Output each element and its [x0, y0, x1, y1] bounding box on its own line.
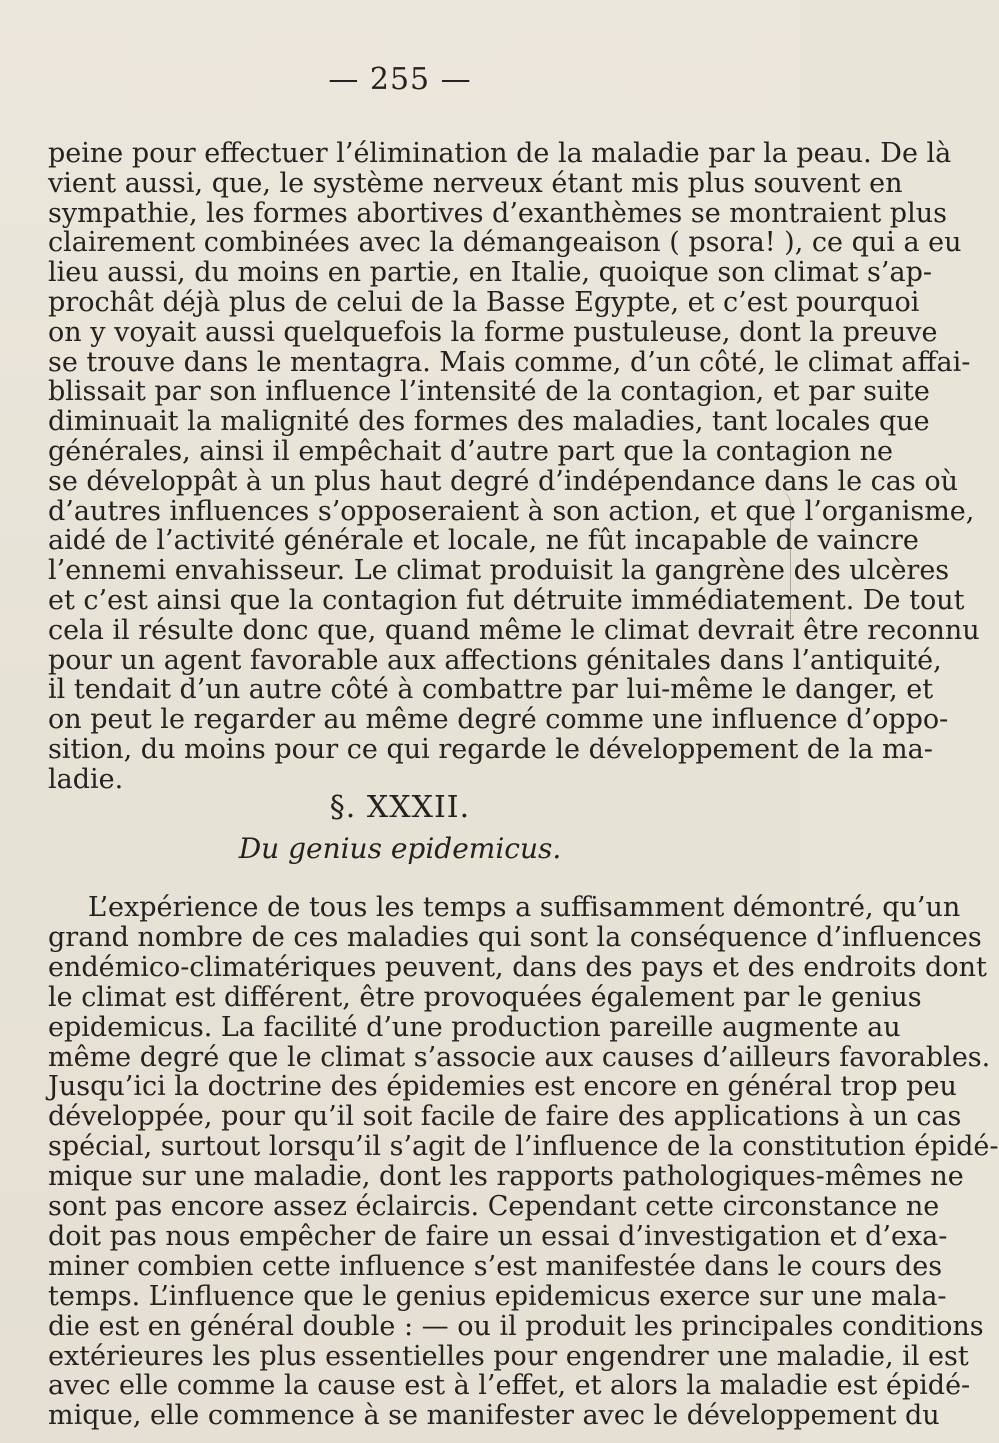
text-line: temps. L’influence que le genius epidemicus exerce sur une mala- [48, 1281, 947, 1312]
text-line: générales, ainsi il empêchait d’autre part que la contagion ne [48, 436, 894, 467]
text-line: peine pour effectuer l’élimination de la maladie par la peau. De là [48, 138, 952, 169]
text-line: blissait par son influence l’intensité de la contagion, et par suite [48, 376, 930, 407]
text-line: on y voyait aussi quelquefois la forme pustuleuse, dont la preuve [48, 317, 938, 348]
text-line: spécial, surtout lorsqu’il s’agit de l’influence de la constitution épidé- [48, 1131, 999, 1162]
text-line: d’autres influences s’opposeraient à son action, et que l’organisme, [48, 496, 975, 527]
text-line: et c’est ainsi que la contagion fut détruite immédiatement. De tout [48, 585, 965, 616]
text-line: endémico-climatériques peuvent, dans des pays et des endroits dont [48, 952, 987, 983]
text-line: le climat est différent, être provoquées également par le genius [48, 982, 922, 1013]
text-line: ladie. [48, 764, 124, 795]
text-line: mique, elle commence à se manifester avec le développement du [48, 1400, 940, 1431]
text-line: on peut le regarder au même degré comme une influence d’oppo- [48, 704, 949, 735]
text-line: clairement combinées avec la démangeaison ( psora! ), ce qui a eu [48, 227, 962, 258]
margin-bracket [770, 490, 791, 640]
text-line: L’expérience de tous les temps a suffisamment démontré, qu’un [88, 892, 961, 923]
text-line: Jusqu’ici la doctrine des épidemies est encore en général trop peu [48, 1071, 957, 1102]
text-line: sont pas encore assez éclaircis. Cependant cette circonstance ne [48, 1191, 940, 1222]
text-line: mique sur une maladie, dont les rapports pathologiques-mêmes ne [48, 1161, 964, 1192]
text-line: miner combien cette influence s’est manifestée dans le cours des [48, 1251, 943, 1282]
text-line: aidé de l’activité générale et locale, ne fût incapable de vaincre [48, 525, 919, 556]
text-line: cela il résulte donc que, quand même le climat devrait être reconnu [48, 615, 980, 646]
text-line: diminuait la malignité des formes des maladies, tant locales que [48, 406, 930, 437]
text-line: doit pas nous empêcher de faire un essai d’investigation et d’exa- [48, 1221, 948, 1252]
text-line: développée, pour qu’il soit facile de faire des applications à un cas [48, 1101, 962, 1132]
text-line: epidemicus. La facilité d’une production pareille augmente au [48, 1012, 901, 1043]
text-line: sympathie, les formes abortives d’exanthèmes se montraient plus [48, 198, 947, 229]
text-line: même degré que le climat s’associe aux causes d’ailleurs favorables. [48, 1042, 991, 1073]
text-line: il tendait d’un autre côté à combattre par lui-même le danger, et [48, 674, 934, 705]
text-line: sition, du moins pour ce qui regarde le développement de la ma- [48, 734, 933, 765]
text-line: grand nombre de ces maladies qui sont la conséquence d’influences [48, 922, 982, 953]
text-line: extérieures les plus essentielles pour engendrer une maladie, il est [48, 1341, 969, 1372]
text-line: lieu aussi, du moins en partie, en Italie, quoique son climat s’ap- [48, 257, 932, 288]
text-line: die est en général double : — ou il produit les principales conditions [48, 1311, 984, 1342]
text-line: pour un agent favorable aux affections génitales dans l’antiquité, [48, 645, 942, 676]
text-line: avec elle comme la cause est à l’effet, et alors la maladie est épidé- [48, 1370, 971, 1401]
text-line: vient aussi, que, le système nerveux étant mis plus souvent en [48, 168, 903, 199]
text-line: se trouve dans le mentagra. Mais comme, d’un côté, le climat affai- [48, 347, 971, 378]
page-number: — 255 — [328, 62, 472, 97]
text-line: se développât à un plus haut degré d’indépendance dans le cas où [48, 466, 958, 497]
section-heading: §. XXXII. [329, 790, 471, 825]
section-subheading: Du genius epidemicus. [238, 832, 562, 865]
text-line: prochât déjà plus de celui de la Basse Egypte, et c’est pourquoi [48, 287, 920, 318]
text-line: l’ennemi envahisseur. Le climat produisit la gangrène des ulcères [48, 555, 950, 586]
